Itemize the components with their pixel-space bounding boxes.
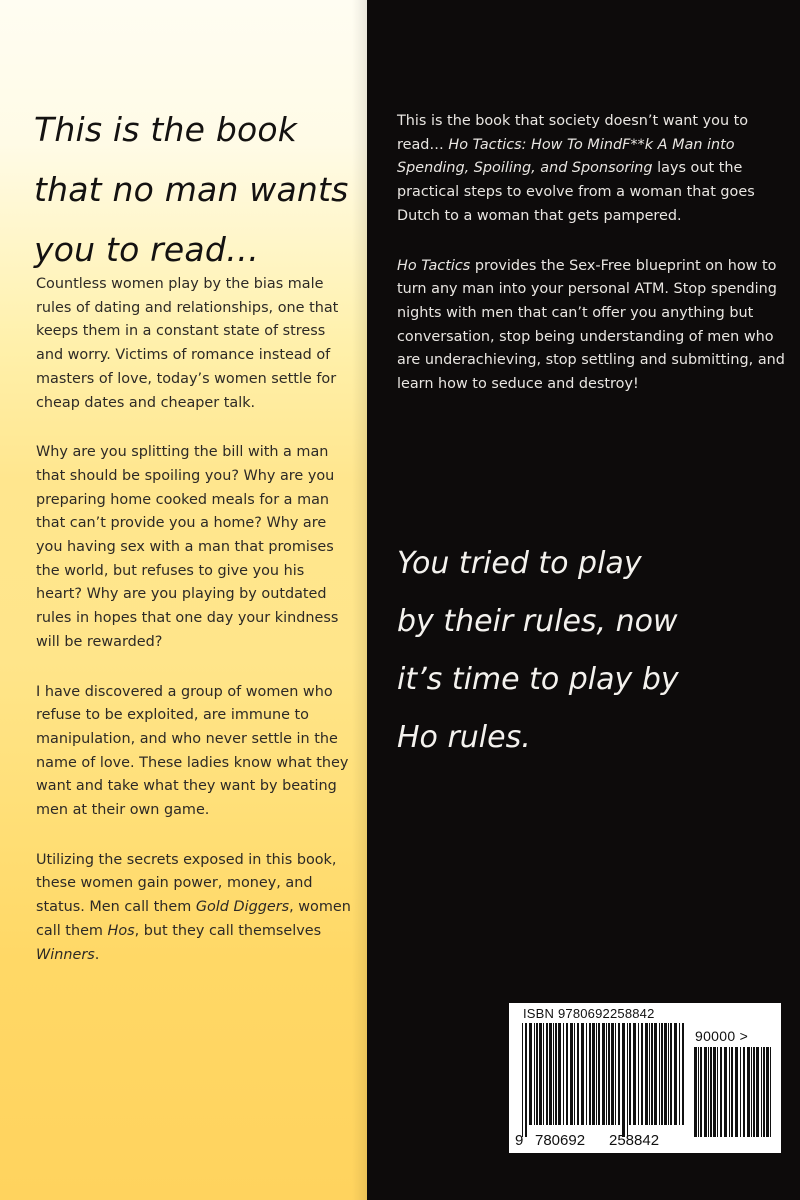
barcode-bar [704,1047,707,1137]
barcode-bar [651,1023,653,1125]
price-code: 90000 > [695,1028,749,1044]
barcode-bar [770,1047,771,1137]
barcode-bar [649,1023,650,1125]
barcode-bar [608,1023,610,1125]
barcode-bar [761,1047,762,1137]
barcode-bar [546,1023,548,1125]
isbn-barcode [509,1003,781,1153]
barcode-bar [735,1047,738,1137]
barcode-bar [596,1023,597,1125]
barcode-bar [659,1023,660,1125]
italic-phrase: Winners [36,946,95,963]
barcode-bar [661,1023,663,1125]
barcode-digit-first: 9 [515,1132,524,1149]
barcode-bar [574,1023,575,1125]
barcode-bar [756,1047,759,1137]
barcode-bar [668,1023,669,1125]
barcode-bar [717,1047,718,1137]
barcode-bar [570,1023,573,1125]
headline-line: This is the book [34,110,298,149]
barcode-bar [555,1023,557,1125]
left-paragraph: Why are you splitting the bill with a man that should be spoiling you? Why are you preparing home cooked meals for a man that can’t provide you a home? Why are you having sex with a man that promises the world, but refuses to give you his heart? Why are you playing by outdated rules in hopes that one day your kindness will be rewarded? [36,444,339,650]
addon-barcode-bars [693,1047,773,1149]
barcode-bar [553,1023,554,1125]
left-paragraph: Countless women play by the bias male rules of dating and relationships, one that keeps them in a constant state of stress and worry. Victims of romance instead of masters of love, today’s women settle for cheap dates and cheaper talk. [36,276,339,411]
barcode-bar [654,1023,657,1125]
barcode-bar [731,1047,733,1137]
barcode-bar [577,1023,579,1125]
barcode-bars [521,1023,687,1137]
right-paragraph: This is the book that society doesn’t want you to read… Ho Tactics: How To MindF**k A Man into Spending, Spoiling, and Sponsoring lays out the practical steps to evolve from a woman that goes Dutch to a woman that gets pampered. [397,113,755,224]
barcode-bar [743,1047,745,1137]
barcode-bar [543,1023,544,1125]
barcode-bar [586,1023,587,1125]
barcode-bar [641,1023,643,1125]
headline-line: that no man wants [34,170,349,209]
barcode-bar [622,1023,625,1137]
barcode-bar [700,1047,702,1137]
barcode-bar [664,1023,667,1125]
left-paragraph: I have discovered a group of women who refuse to be exploited, are immune to manipulation, and who never settle in the name of love. These ladies know what they want and take what they want by beating men at their own game. [36,683,349,819]
barcode-bar [606,1023,607,1125]
right-body-text [397,110,792,423]
barcode-bar [522,1023,523,1137]
right-paragraph: Ho Tactics provides the Sex-Free blueprint on how to turn any man into your personal ATM. Stop spending nights with men that can’t offer you anything but conversation, stop being understanding of men who are underachieving, stop settling and submitting, and learn how to seduce and destroy! [397,257,785,393]
barcode-bar [753,1047,755,1137]
barcode-bar [766,1047,769,1137]
tagline-line: You tried to play [397,546,642,581]
barcode-bar [708,1047,709,1137]
tagline-line: it’s time to play by [397,662,679,697]
barcode-bar [563,1023,564,1125]
barcode-bar [539,1023,542,1125]
barcode-bar [549,1023,552,1125]
headline-line: you to read… [34,230,260,269]
barcode-bar [710,1047,712,1137]
barcode-bar [566,1023,568,1125]
italic-phrase: Hos [107,922,135,939]
barcode-bar [674,1023,677,1125]
barcode-bar [592,1023,595,1125]
barcode-bar [525,1023,527,1137]
barcode-bar [698,1047,699,1137]
barcode-bar [611,1023,614,1125]
barcode-digits-group2: 258842 [609,1132,660,1149]
barcode-bar [602,1023,605,1125]
tagline [397,535,797,767]
barcode-bar [618,1023,620,1125]
barcode-bar [751,1047,752,1137]
tagline-line: by their rules, now [397,604,678,639]
barcode-bar [720,1047,722,1137]
barcode-bar [598,1023,600,1125]
barcode-bar [633,1023,636,1125]
left-paragraph: Utilizing the secrets exposed in this book, these women gain power, money, and status. Men call them Gold Diggers, women call them Hos, but they call themselves Winners. [36,851,351,963]
barcode-bar [529,1023,532,1125]
barcode-bar [713,1047,716,1137]
barcode-bar [747,1047,750,1137]
barcode-bar [534,1023,535,1125]
barcode-bar [694,1047,697,1137]
barcode-bar [763,1047,765,1137]
isbn-label: ISBN 9780692258842 [523,1006,655,1021]
barcode-bar [536,1023,538,1125]
tagline-line: Ho rules. [397,720,531,755]
barcode-bar [558,1023,561,1125]
barcode-bar [729,1047,730,1137]
italic-phrase: Ho Tactics: How To MindF**k A Man into Spending, Spoiling, and Sponsoring [397,136,735,177]
barcode-bar [627,1023,628,1137]
italic-phrase: Ho Tactics [397,257,471,274]
barcode-bar [638,1023,639,1125]
barcode-bar [615,1023,616,1125]
barcode-bar [589,1023,591,1125]
barcode-digits-group1: 780692 [535,1132,586,1149]
italic-phrase: Gold Diggers [195,899,290,916]
barcode-bar [670,1023,672,1125]
barcode-bar [682,1023,684,1125]
barcode-bar [645,1023,648,1125]
barcode-bar [740,1047,741,1137]
left-body-text [36,273,354,993]
barcode-bar [629,1023,631,1125]
barcode-bar [724,1047,727,1137]
barcode-bar [679,1023,680,1125]
headline [34,100,354,280]
barcode-bar [581,1023,584,1125]
